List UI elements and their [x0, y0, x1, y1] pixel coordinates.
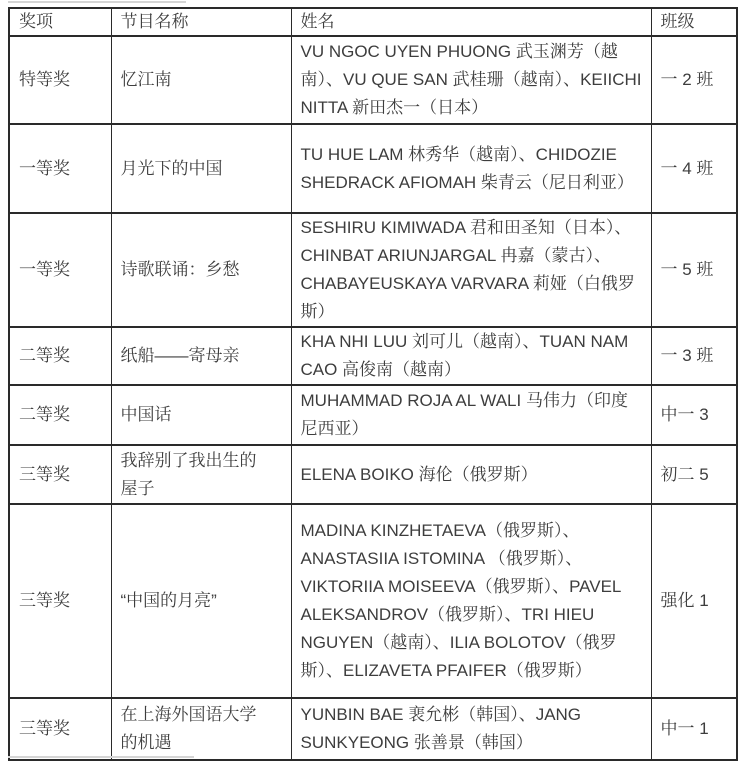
award-cell: 一等奖	[9, 124, 111, 213]
program-cell: “中国的月亮”	[111, 504, 291, 698]
class-cell: 中一 1	[651, 698, 737, 760]
table-row	[9, 327, 737, 385]
award-cell: 三等奖	[9, 445, 111, 504]
class-cell: 一 5 班	[651, 213, 737, 327]
table-row	[9, 36, 737, 124]
award-cell: 特等奖	[9, 36, 111, 124]
class-cell: 中一 3	[651, 385, 737, 445]
award-cell: 二等奖	[9, 385, 111, 445]
page-edge-artifact-bottom	[8, 756, 194, 758]
class-cell: 一 2 班	[651, 36, 737, 124]
program-cell: 月光下的中国	[111, 124, 291, 213]
names-cell: MADINA KINZHETAEVA（俄罗斯）、ANASTASIIA ISTOMINA （俄罗斯）、VIKTORIIA MOISEEVA（俄罗斯）、PAVEL ALEKSANDROV（俄罗斯）、TRI HIEU NGUYEN（越南）、ILIA BOLOTOV（俄罗斯）、ELIZAVETA PFAIFER（俄罗斯）	[291, 504, 651, 698]
names-cell: MUHAMMAD ROJA AL WALI 马伟力（印度尼西亚）	[291, 385, 651, 445]
table-row	[9, 445, 737, 504]
class-cell: 一 3 班	[651, 327, 737, 385]
award-cell: 三等奖	[9, 698, 111, 760]
award-cell: 一等奖	[9, 213, 111, 327]
column-header-class: 班级	[651, 8, 737, 36]
table-row	[9, 213, 737, 327]
column-header-names: 姓名	[291, 8, 651, 36]
names-cell: SESHIRU KIMIWADA 君和田圣知（日本）、CHINBAT ARIUNJARGAL 冉嘉（蒙古）、CHABAYEUSKAYA VARVARA 莉娅（白俄罗斯）	[291, 213, 651, 327]
program-cell: 在上海外国语大学的机遇	[111, 698, 291, 760]
column-header-award: 奖项	[9, 8, 111, 36]
names-cell: ELENA BOIKO 海伦（俄罗斯）	[291, 445, 651, 504]
column-header-program: 节目名称	[111, 8, 291, 36]
awards-table	[8, 7, 738, 761]
award-cell: 三等奖	[9, 504, 111, 698]
program-cell: 纸船——寄母亲	[111, 327, 291, 385]
header-row	[9, 8, 737, 36]
class-cell: 一 4 班	[651, 124, 737, 213]
table-row	[9, 504, 737, 698]
program-cell: 我辞别了我出生的屋子	[111, 445, 291, 504]
award-cell: 二等奖	[9, 327, 111, 385]
program-cell: 中国话	[111, 385, 291, 445]
names-cell: KHA NHI LUU 刘可儿（越南）、TUAN NAM CAO 高俊南（越南）	[291, 327, 651, 385]
page-edge-artifact-top	[8, 1, 186, 3]
program-cell: 诗歌联诵：乡愁	[111, 213, 291, 327]
table-row	[9, 385, 737, 445]
names-cell: YUNBIN BAE 裵允彬（韩国）、JANG SUNKYEONG 张善景（韩国）	[291, 698, 651, 760]
program-cell: 忆江南	[111, 36, 291, 124]
table-row	[9, 698, 737, 760]
class-cell: 强化 1	[651, 504, 737, 698]
table-row	[9, 124, 737, 213]
names-cell: TU HUE LAM 林秀华（越南）、CHIDOZIE SHEDRACK AFIOMAH 柴青云（尼日利亚）	[291, 124, 651, 213]
names-cell: VU NGOC UYEN PHUONG 武玉渊芳（越南）、VU QUE SAN 武桂珊（越南）、KEIICHI NITTA 新田杰一（日本）	[291, 36, 651, 124]
class-cell: 初二 5	[651, 445, 737, 504]
